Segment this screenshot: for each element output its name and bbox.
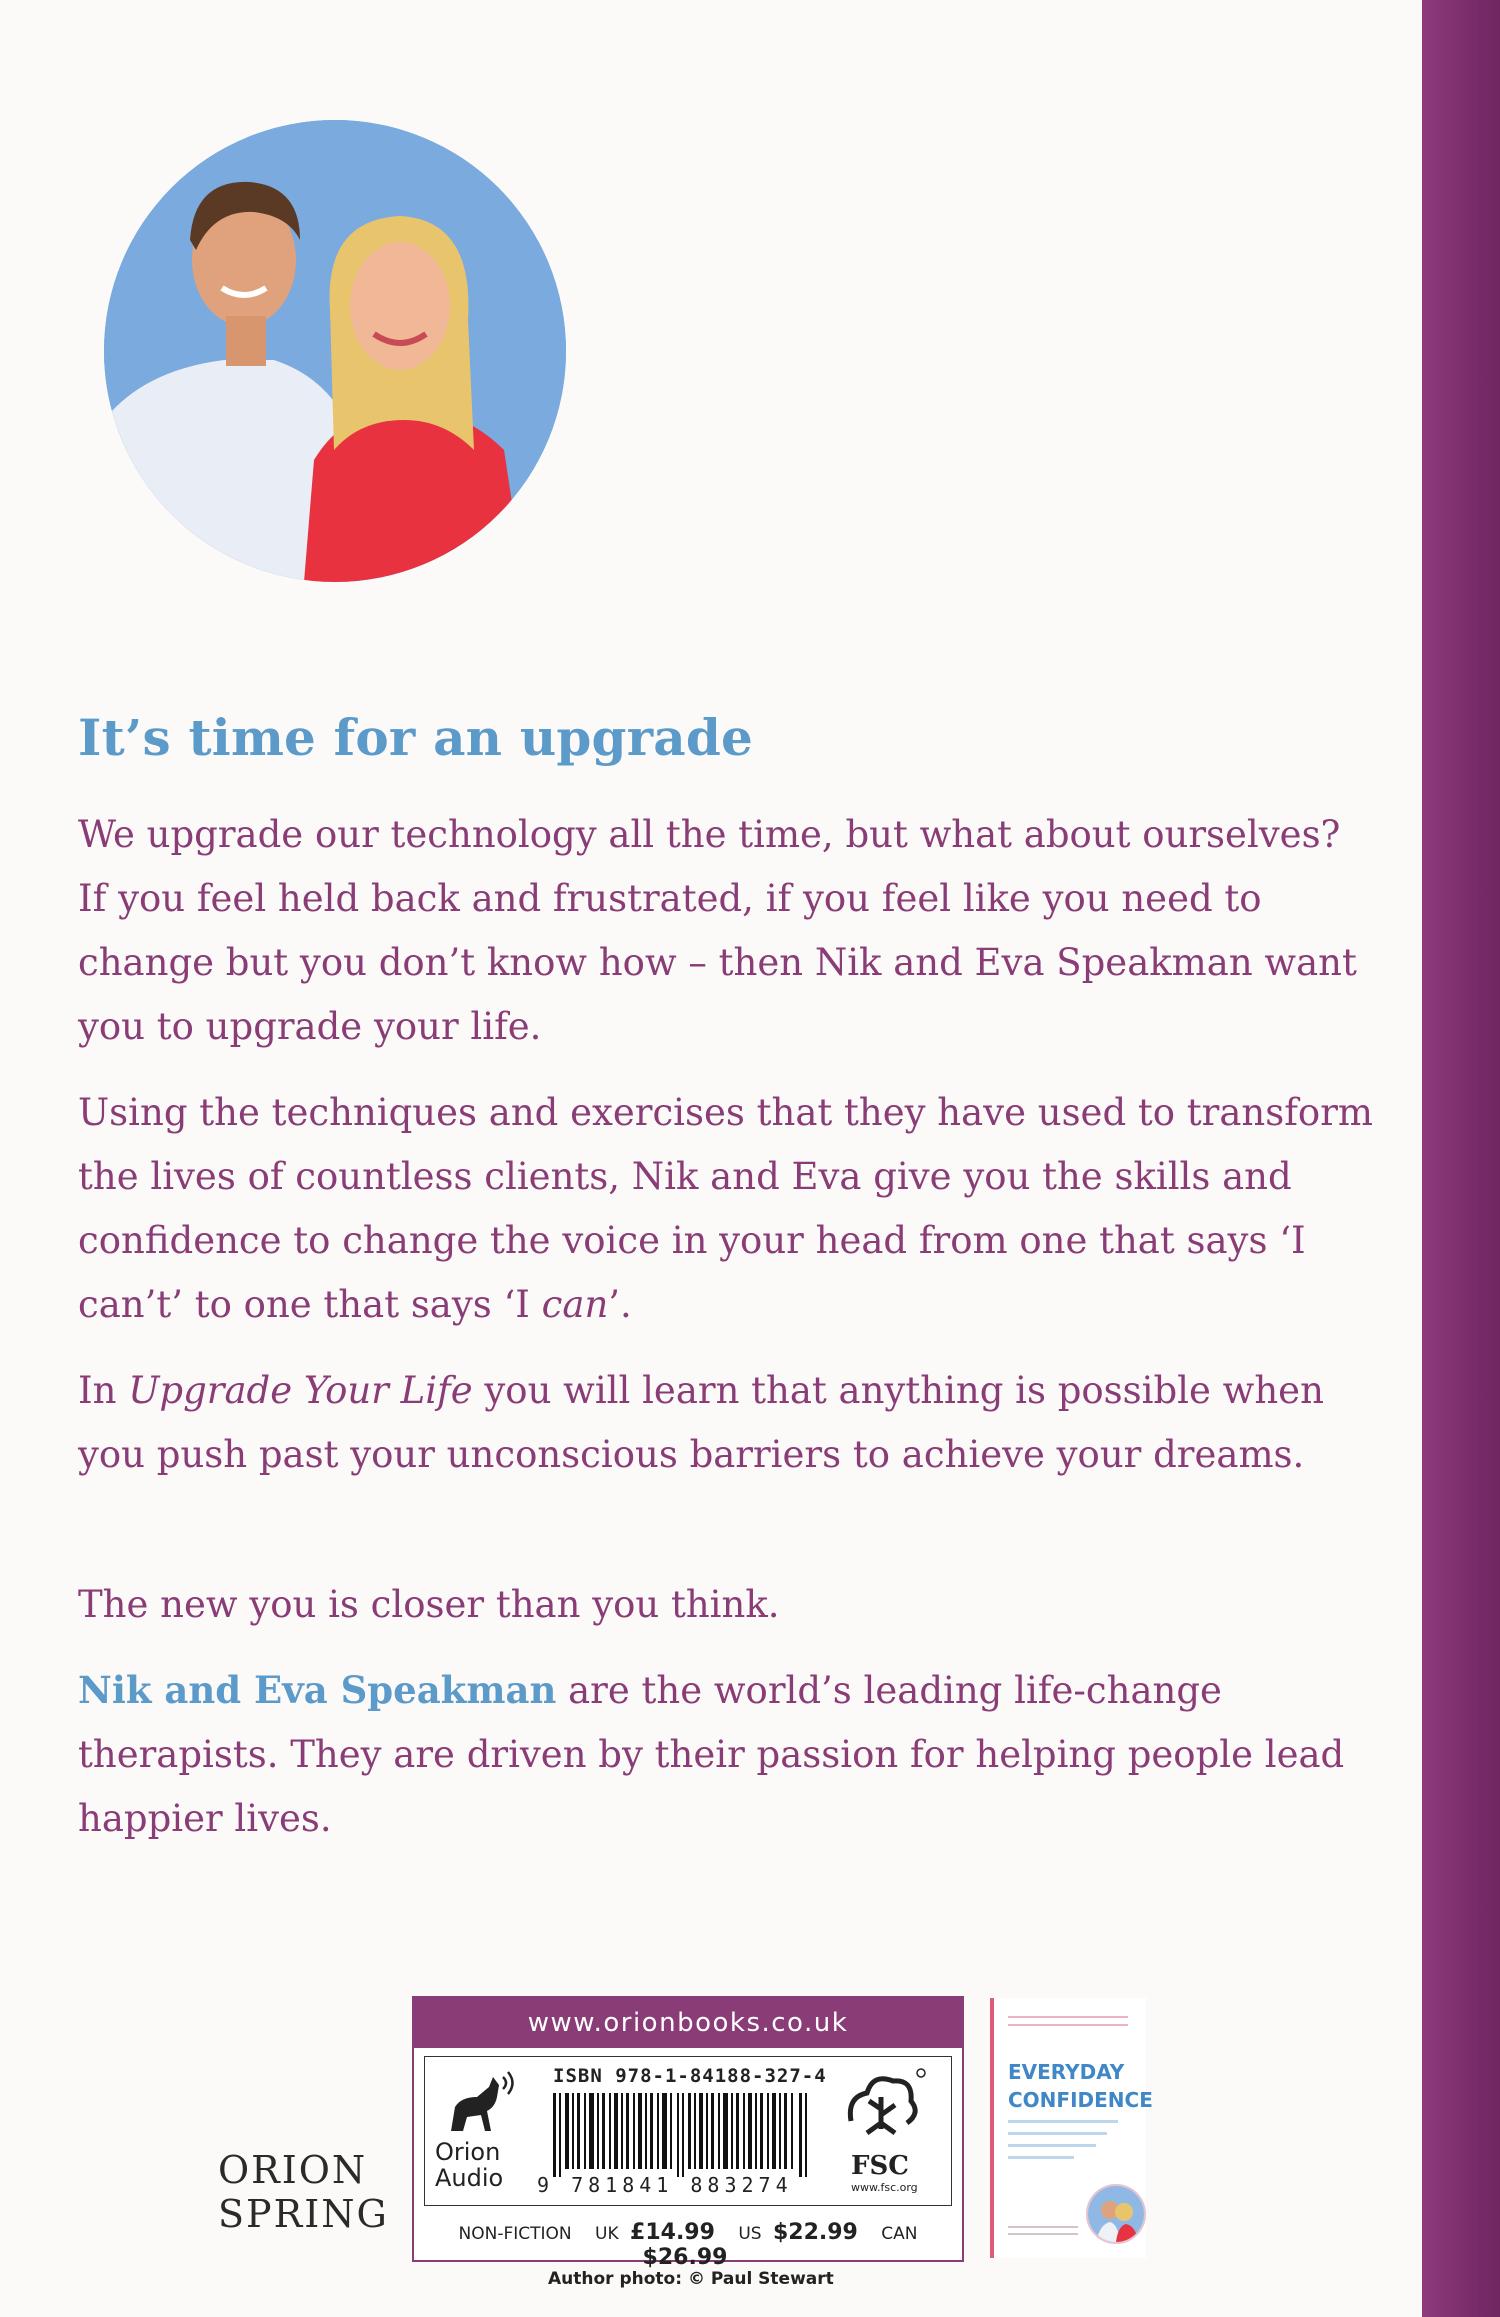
region-label: UK <box>595 2224 619 2244</box>
ad-subtitle-lines <box>1008 2120 1118 2168</box>
emphasis-text: can <box>541 1283 609 1326</box>
blurb-paragraph <box>78 1081 1378 1337</box>
uk-price: £14.99 <box>630 2220 715 2245</box>
blurb-paragraph: The new you is closer than you think. <box>78 1583 780 1626</box>
fsc-tree-icon <box>837 2067 927 2147</box>
blurb-text: you will learn that anything is possible when you push past your unconscious barriers to achieve your dreams. <box>78 1369 1324 1476</box>
audio-logo-line: Audio <box>435 2164 504 2192</box>
us-price: $22.99 <box>772 2220 858 2245</box>
photo-credit: Author photo: © Paul Stewart <box>548 2269 834 2289</box>
author-names: Nik and Eva Speakman <box>78 1668 557 1712</box>
logo-line: SPRING <box>218 2192 389 2236</box>
authors-portrait-illustration <box>104 120 566 582</box>
region-label: US <box>738 2224 762 2244</box>
avatar-illustration <box>1088 2186 1144 2242</box>
barcode-panel <box>412 1996 964 2270</box>
category-label: NON-FICTION <box>458 2224 572 2244</box>
orion-spring-logo <box>218 2148 398 2236</box>
fsc-logo <box>837 2067 945 2197</box>
fsc-label: FSC <box>851 2151 909 2181</box>
bio-text: are the world’s leading life-change therapists. They are driven by their passion for helping people lead happier lives. <box>78 1669 1345 1840</box>
ad-title-line: EVERYDAY <box>1008 2060 1125 2084</box>
fsc-url: www.fsc.org <box>851 2181 918 2194</box>
book-spine <box>1422 0 1500 2317</box>
ad-author-avatar <box>1086 2184 1146 2244</box>
region-label: CAN <box>881 2224 918 2244</box>
blurb-paragraph: We upgrade our technology all the time, but what about ourselves? If you feel held back and frustrated, if you feel like you need to change but you don’t know how – then Nik and Eva Speakman want you to upgrade your life. <box>78 813 1357 1048</box>
headline: It’s time for an upgrade <box>78 708 754 767</box>
author-photo <box>104 120 566 582</box>
audio-logo-line: Orion <box>435 2138 501 2166</box>
decorative-lines <box>1008 2016 1128 2032</box>
blurb-paragraph <box>78 1359 1378 1487</box>
can-price: $26.99 <box>642 2245 728 2270</box>
blurb-text: In <box>78 1369 129 1412</box>
barcode-inner <box>424 2056 952 2206</box>
book-title: Upgrade Your Life <box>128 1369 473 1412</box>
logo-line: ORION <box>218 2148 368 2192</box>
related-book-ad <box>990 1998 1153 2258</box>
ad-author-lines <box>1008 2226 1078 2240</box>
author-bio <box>78 1658 1378 1851</box>
price-row <box>414 2220 962 2270</box>
ad-book-title <box>1008 2058 1153 2114</box>
ad-title-line: CONFIDENCE <box>1008 2088 1153 2112</box>
dog-icon <box>431 2067 521 2139</box>
blurb-text: Using the techniques and exercises that they have used to transform the lives of countless clients, Nik and Eva give you the skills and confidence to change the voice in your head from one that says ‘I can’t’ to one that says ‘I <box>78 1091 1373 1326</box>
publisher-url: www.orionbooks.co.uk <box>414 1998 962 2048</box>
barcode-bars <box>553 2093 809 2177</box>
barcode-digits: 9 781841 883274 <box>537 2173 793 2197</box>
orion-audio-logo <box>431 2067 521 2197</box>
blurb-text: ’. <box>608 1283 632 1326</box>
isbn-number: ISBN 978-1-84188-327-4 <box>553 2065 827 2087</box>
